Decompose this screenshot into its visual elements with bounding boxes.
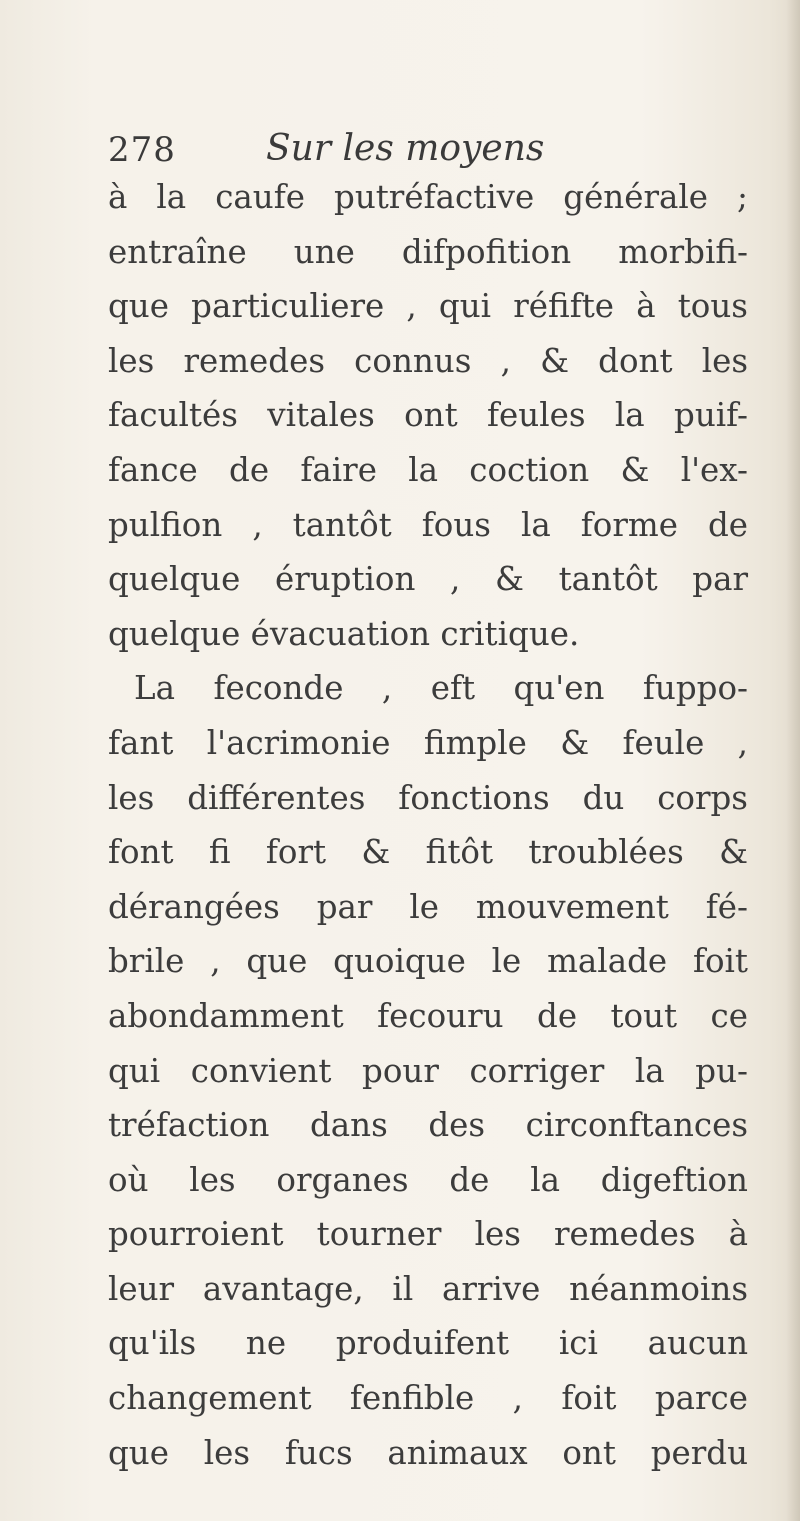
text-line: pourroient tourner les remedes à xyxy=(108,1215,748,1254)
text-line: à la caufe putréfactive générale ; xyxy=(108,178,748,216)
text-line: où les organes de la digeftion xyxy=(108,1160,748,1199)
text-line: facultés vitales ont feules la puif- xyxy=(108,396,748,435)
text-line: changement fenfible , foit parce xyxy=(108,1379,748,1418)
text-line: les remedes connus , & dont les xyxy=(108,341,748,380)
text-line: entraîne une difpofition morbifi- xyxy=(108,232,748,271)
running-title: Sur les moyens xyxy=(266,128,545,169)
text-line: tréfaction dans des circonftances xyxy=(108,1106,748,1145)
text-line: fant l'acrimonie fimple & feule , xyxy=(108,723,748,762)
text-line: qu'ils ne produifent ici aucun xyxy=(108,1324,748,1363)
text-line: que particuliere , qui réfifte à tous xyxy=(108,287,748,326)
page-edge-shadow xyxy=(786,0,800,1521)
text-line: pulfion , tantôt fous la forme de xyxy=(108,505,748,544)
text-line: qui convient pour corriger la pu- xyxy=(108,1051,748,1090)
paragraph-start-line: La feconde , eft qu'en fuppo- xyxy=(134,669,748,708)
page-header xyxy=(108,128,708,172)
text-line: brile , que quoique le malade foit xyxy=(108,942,748,981)
body-text xyxy=(108,170,748,1480)
text-line: dérangées par le mouvement fé- xyxy=(108,887,748,926)
text-line: leur avantage, il arrive néanmoins xyxy=(108,1269,748,1308)
text-line: les différentes fonctions du corps xyxy=(108,778,748,817)
text-line: quelque éruption , & tantôt par xyxy=(108,560,748,599)
page-number: 278 xyxy=(108,130,176,170)
text-line: abondamment fecouru de tout ce xyxy=(108,996,748,1035)
text-line: que les fucs animaux ont perdu xyxy=(108,1433,748,1472)
text-line: fance de faire la coction & l'ex- xyxy=(108,450,748,489)
text-line: font fi fort & fitôt troublées & xyxy=(108,833,748,872)
text-line: quelque évacuation critique. xyxy=(108,614,580,653)
